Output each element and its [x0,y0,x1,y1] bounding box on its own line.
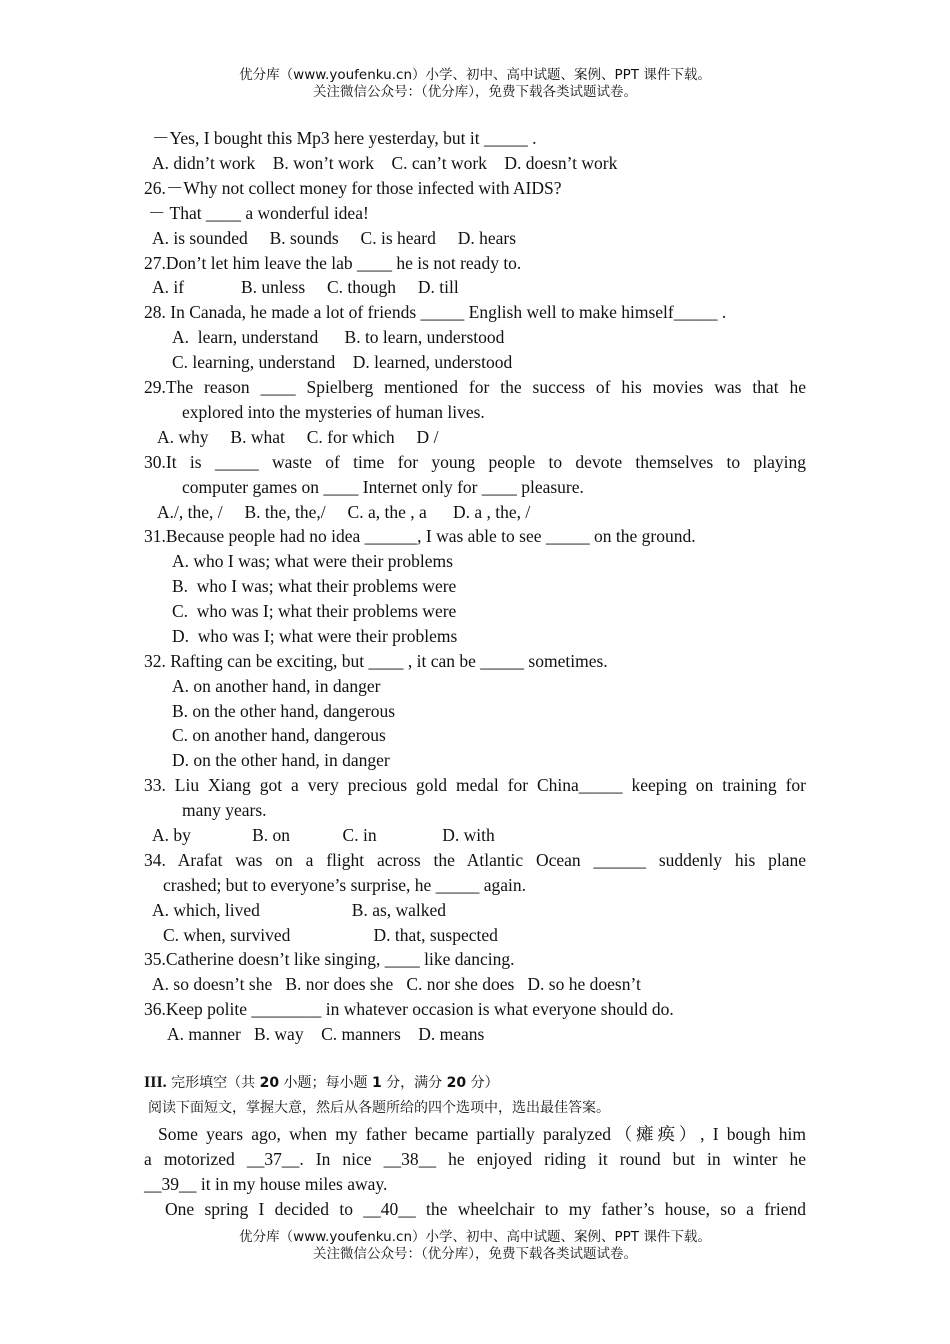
q36-stem: 36.Keep polite ________ in whatever occasion is what everyone should do. [144,999,674,1019]
q35-stem: 35.Catherine doesn’t like singing, ____ like dancing. [144,949,515,969]
q34-stem-line-2: crashed; but to everyone’s surprise, he _____ again. [163,875,527,895]
section-3-title-mid1: 小题；每小题 [279,1075,372,1091]
q28-options-ab: A. learn, understand B. to learn, understood [172,327,505,347]
header-line-2: 关注微信公众号：（优分库），免费下载各类试题试卷。 [313,84,637,100]
q29-stem-line-1: 29.The reason ____ Spielberg mentioned for the success of his movies was that he [144,377,806,397]
q31-option-c: C. who was I; what their problems were [172,601,457,621]
page-footer [0,1229,950,1263]
q26-stem: 26.－Why not collect money for those infected with AIDS? [144,178,562,198]
passage-p1-line-3: __39__ it in my house miles away. [144,1174,388,1194]
q31-option-d: D. who was I; what were their problems [172,626,458,646]
q30-stem-line-2: computer games on ____ Internet only for ____ pleasure. [182,477,584,497]
passage-p1-line-1: Some years ago, when my father became partially paralyzed（瘫痪）, I bough him [158,1124,806,1144]
q30-options: A./, the, / B. the, the,/ C. a, the , a D. a , the, / [157,502,531,522]
q36-options: A. manner B. way C. manners D. means [167,1024,485,1044]
q33-stem-line-1: 33. Liu Xiang got a very precious gold medal for China_____ keeping on training for [144,775,806,795]
q35-options: A. so doesn’t she B. nor does she C. nor she does D. so he doesn’t [152,974,641,994]
section-3-instruction: 阅读下面短文，掌握大意，然后从各题所给的四个选项中，选出最佳答案。 [148,1100,610,1116]
section-3-count: 20 [259,1075,280,1091]
section-3-title-mid2: 分，满分 [381,1075,447,1091]
q31-stem: 31.Because people had no idea ______, I was able to see _____ on the ground. [144,526,696,546]
q25-options: A. didn’t work B. won’t work C. can’t work D. doesn’t work [152,153,618,173]
section-3-title-pre: 完形填空（共 [166,1075,260,1091]
q32-option-b: B. on the other hand, dangerous [172,701,396,721]
q31-option-a: A. who I was; what were their problems [172,551,453,571]
q34-stem-line-1: 34. Arafat was on a flight across the Atlantic Ocean ______ suddenly his plane [144,850,806,870]
q26-reply: － That ____ a wonderful idea! [148,203,369,223]
q30-stem-line-1: 30.It is _____ waste of time for young people to devote themselves to playing [144,452,806,472]
q33-stem-line-2: many years. [182,800,267,820]
q31-option-b: B. who I was; what their problems were [172,576,457,596]
section-3-total: 20 [446,1075,467,1091]
q32-option-d: D. on the other hand, in danger [172,750,390,770]
q34-options-cd: C. when, survived D. that, suspected [163,925,498,945]
passage-p2-line-1: One spring I decided to __40__ the wheelchair to my father’s house, so a friend [165,1199,806,1219]
passage-p1-line-2: a motorized __37__. In nice __38__ he enjoyed riding it round but in winter he [144,1149,806,1169]
q25-stem: －Yes, I bought this Mp3 here yesterday, but it _____ . [152,128,537,148]
section-3-title-end: 分） [466,1075,499,1091]
q28-options-cd: C. learning, understand D. learned, understood [172,352,513,372]
q32-option-c: C. on another hand, dangerous [172,725,386,745]
header-line-1: 优分库（www.youfenku.cn）小学、初中、高中试题、案例、PPT 课件下载。 [239,67,711,83]
section-3-heading [144,1072,499,1094]
q33-options: A. by B. on C. in D. with [152,825,495,845]
section-3-roman: III. [144,1074,167,1091]
page-header [0,67,950,101]
q28-stem: 28. In Canada, he made a lot of friends _____ English well to make himself_____ . [144,302,727,322]
footer-line-2: 关注微信公众号：（优分库），免费下载各类试题试卷。 [313,1246,637,1262]
section-3-per: 1 [371,1075,382,1091]
q26-options: A. is sounded B. sounds C. is heard D. hears [152,228,517,248]
q32-option-a: A. on another hand, in danger [172,676,381,696]
q29-options: A. why B. what C. for which D / [157,427,439,447]
q29-stem-line-2: explored into the mysteries of human lives. [182,402,485,422]
q34-options-ab: A. which, lived B. as, walked [152,900,447,920]
footer-line-1: 优分库（www.youfenku.cn）小学、初中、高中试题、案例、PPT 课件下载。 [239,1229,711,1245]
q27-options: A. if B. unless C. though D. till [152,277,459,297]
q27-stem: 27.Don’t let him leave the lab ____ he is not ready to. [144,253,522,273]
q32-stem: 32. Rafting can be exciting, but ____ , it can be _____ sometimes. [144,651,608,671]
